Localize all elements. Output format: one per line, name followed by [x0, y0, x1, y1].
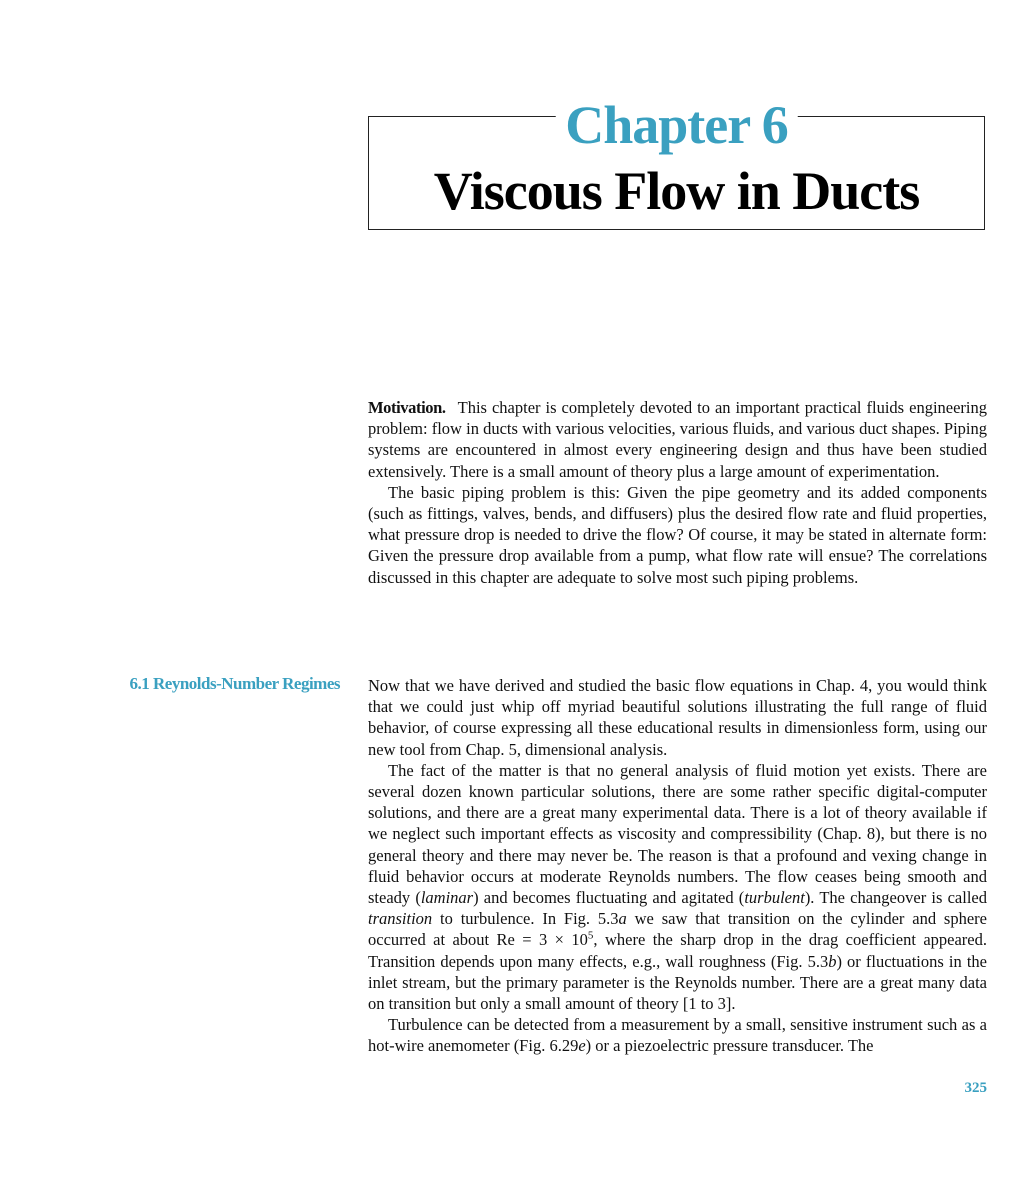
italic-term-laminar: laminar: [420, 888, 474, 908]
motivation-paragraph-2: The basic piping problem is this: Given the pipe geometry and its added components (such as fittings, valves, bends, and diffusers) plus the desired flow rate and fluid properties, what pressure drop is needed to drive the flow? Of course, it may be stated in alternate form: Given the pressure drop available from a pump, what flow rate will ensue? The correlations discussed in this chapter are adequate to solve most such piping problems.: [368, 482, 987, 587]
text-run: Turbulence can be detected from a measurement by a small, sensitive instrument such as a hot-wire anemometer (Fig. 6.29: [368, 1015, 987, 1056]
figure-ref-letter: b: [828, 951, 837, 971]
motivation-paragraph-1-text: This chapter is completely devoted to an important practical fluids engineering problem: flow in ducts with various velocities, various fluids, and various duct shapes. Piping systems are encountered in almost every engineering design and thus have been studied extensively. There is a small amount of theory plus a large amount of experimentation.: [368, 398, 987, 481]
text-run: The fact of the matter is that no general analysis of fluid motion yet exists. There are several dozen known particular solutions, there are some rather specific digital-computer solutions, and there are a great many experimental data. There is a lot of theory available if we neglect such important effects as viscosity and compressibility (Chap. 8), but there is no general theory and there may never be. The reason is that a profound and vexing change in fluid behavior occurs at moderate Reynolds numbers. The flow ceases being smooth and steady (: [368, 760, 987, 908]
text-run: , where the sharp drop in the drag coefficient appeared. Transition depends upon many effects, e.g., wall roughness (Fig. 5.3: [368, 930, 987, 971]
text-run: to turbulence. In Fig. 5.3: [432, 909, 619, 929]
text-run: ) or fluctuations in the inlet stream, but the primary parameter is the Reynolds number. There are a great many data on transition but only a small amount of theory [1 to 3].: [368, 951, 987, 1014]
chapter-title-box: [368, 95, 985, 230]
section-paragraph-2: [368, 760, 987, 1014]
chapter-title: Viscous Flow in Ducts: [433, 161, 920, 221]
motivation-paragraph-1: [368, 397, 987, 482]
chapter-number: Chapter 6: [555, 95, 798, 155]
text-run: ) or a piezoelectric pressure transducer. The: [585, 1036, 874, 1056]
section-paragraph-1: Now that we have derived and studied the basic flow equations in Chap. 4, you would think that we could just whip off myriad beautiful solutions illustrating the full range of fluid behavior, of course expressing all these educational results in dimensionless form, using our new tool from Chap. 5, dimensional analysis.: [368, 676, 987, 759]
section-heading: 6.1 Reynolds-Number Regimes: [129, 674, 340, 693]
text-run: ). The changeover is called: [804, 888, 987, 908]
section-paragraph-3: [368, 1014, 987, 1056]
italic-term-turbulent: turbulent: [744, 888, 805, 908]
motivation-run-in-heading: Motivation.: [368, 398, 446, 417]
motivation-section: [368, 397, 987, 588]
text-run: we saw that transition on the cylinder and sphere occurred at about Re = 3 × 10: [368, 909, 987, 950]
italic-term-transition: transition: [368, 909, 433, 929]
text-run: ) and becomes fluctuating and agitated (: [473, 888, 745, 908]
figure-ref-letter: e: [578, 1036, 586, 1056]
figure-ref-letter: a: [618, 909, 627, 929]
section-6-1-body: [368, 675, 987, 1057]
page-number: 325: [964, 1080, 987, 1096]
exponent: 5: [587, 929, 594, 942]
